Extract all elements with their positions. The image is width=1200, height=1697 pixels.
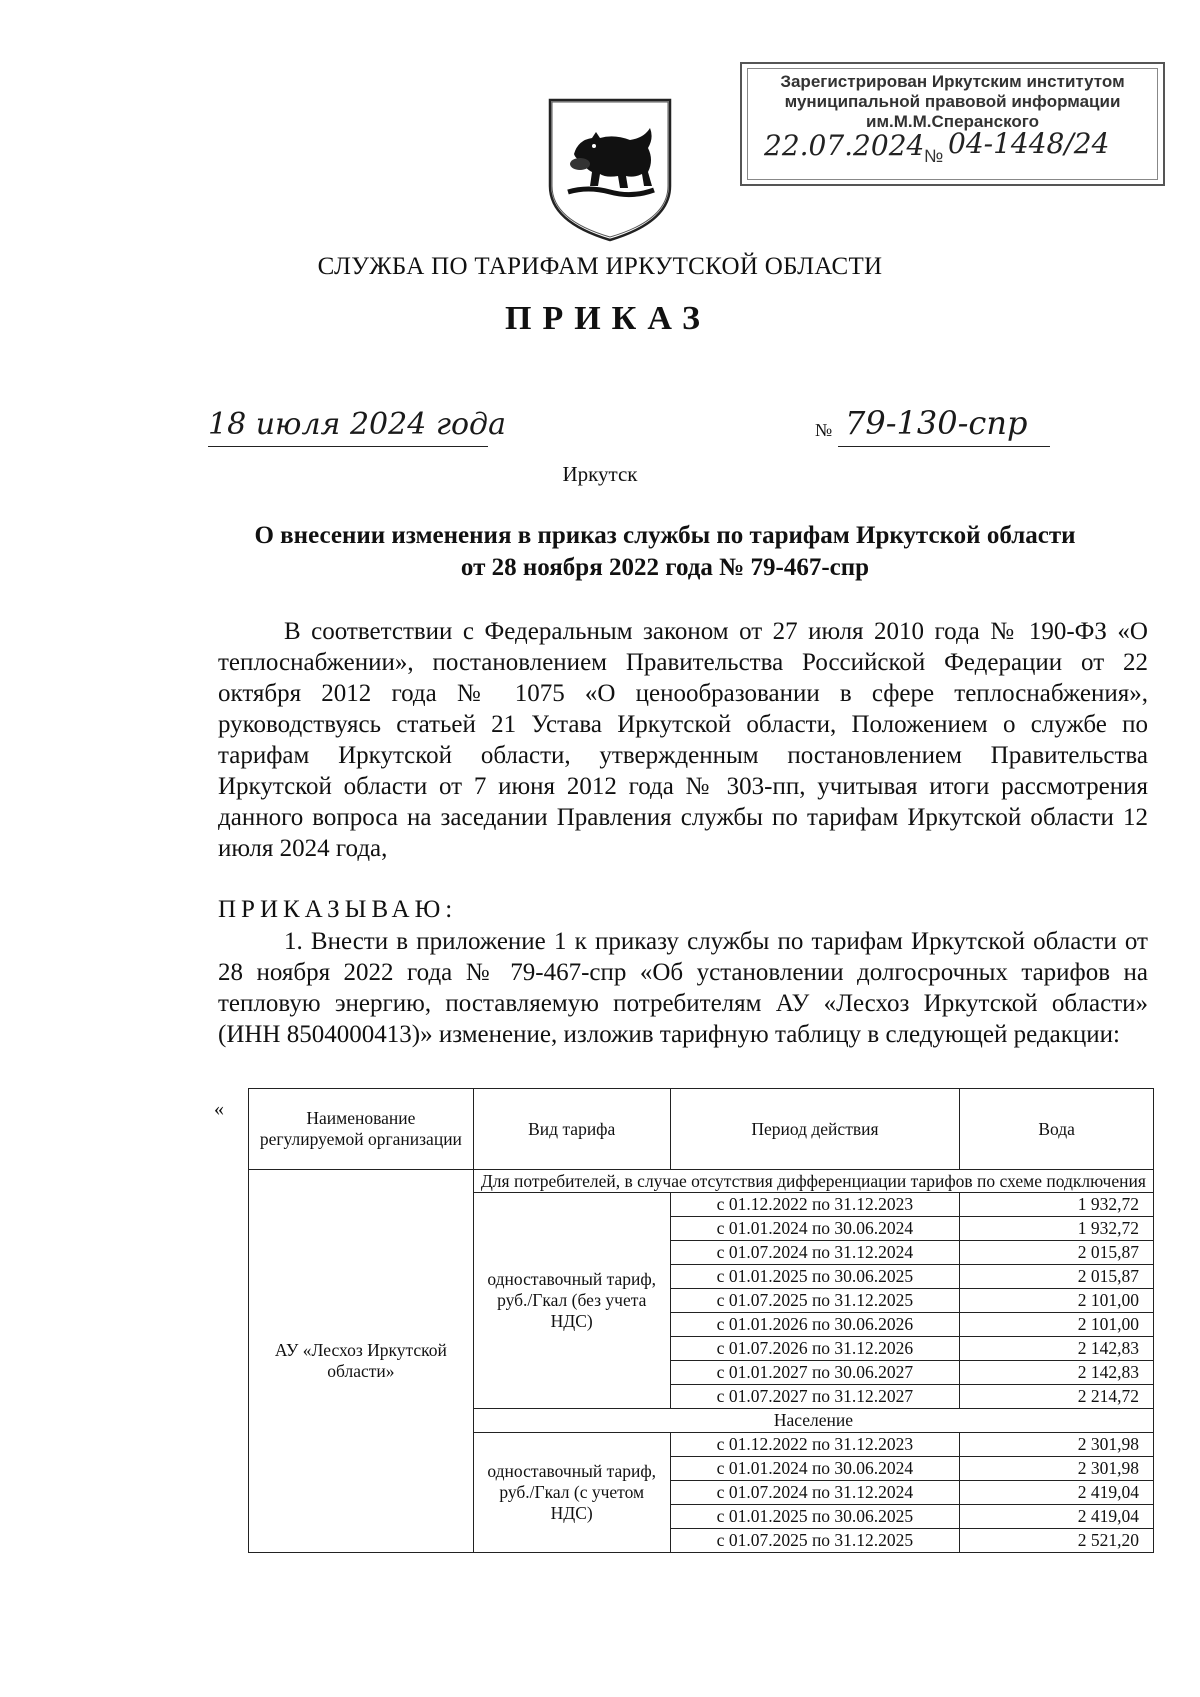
period-cell: с 01.07.2025 по 31.12.2025 — [670, 1289, 960, 1313]
stamp-registration-date: 22.07.2024 — [764, 129, 925, 162]
value-cell: 2 521,20 — [960, 1529, 1154, 1553]
coat-of-arms-emblem — [544, 94, 676, 244]
tariff-type-cell: одноставочный тариф, руб./Гкал (без учета НДС) — [473, 1193, 670, 1409]
title-line-2: от 28 ноября 2022 года № 79-467-спр — [460, 554, 870, 581]
order-number-handwritten: 79-130-спр — [845, 404, 1028, 442]
stamp-line-3: им.М.М.Сперанского — [866, 112, 1039, 131]
section-population: Население — [473, 1409, 1153, 1433]
value-cell: 1 932,72 — [960, 1217, 1154, 1241]
opening-quote-mark: « — [214, 1098, 224, 1120]
header-water: Вода — [960, 1089, 1154, 1170]
tariff-type-cell: одноставочный тариф, руб./Гкал (с учетом НДС) — [473, 1433, 670, 1553]
value-cell: 2 101,00 — [960, 1289, 1154, 1313]
city: Иркутск — [562, 462, 638, 486]
period-cell: с 01.12.2022 по 31.12.2023 — [670, 1193, 960, 1217]
date-underline — [208, 446, 488, 447]
tariff-table — [248, 1088, 1154, 1553]
value-cell: 2 142,83 — [960, 1361, 1154, 1385]
document-type-heading: ПРИКАЗ — [505, 300, 711, 337]
section-general-consumers: Для потребителей, в случае отсутствия дифференциации тарифов по схеме подключения — [473, 1170, 1153, 1193]
order-verb: ПРИКАЗЫВАЮ: — [218, 896, 458, 923]
organization-cell: АУ «Лесхоз Иркутской области» — [249, 1170, 474, 1553]
period-cell: с 01.07.2027 по 31.12.2027 — [670, 1385, 960, 1409]
period-cell: с 01.01.2026 по 30.06.2026 — [670, 1313, 960, 1337]
number-underline — [838, 446, 1050, 447]
period-cell: с 01.07.2024 по 31.12.2024 — [670, 1241, 960, 1265]
value-cell: 2 101,00 — [960, 1313, 1154, 1337]
stamp-registration-number: 04-1448/24 — [948, 127, 1110, 160]
document-title — [200, 520, 1130, 584]
order-number-sign: № — [815, 420, 833, 440]
table-header-row — [249, 1089, 1154, 1170]
value-cell: 2 142,83 — [960, 1337, 1154, 1361]
header-tariff-type: Вид тарифа — [473, 1089, 670, 1170]
period-cell: с 01.07.2026 по 31.12.2026 — [670, 1337, 960, 1361]
registration-stamp — [740, 62, 1165, 186]
period-cell: с 01.01.2024 по 30.06.2024 — [670, 1217, 960, 1241]
stamp-line-1: Зарегистрирован Иркутским институтом — [780, 72, 1125, 91]
agency-name: СЛУЖБА ПО ТАРИФАМ ИРКУТСКОЙ ОБЛАСТИ — [317, 253, 883, 280]
period-cell: с 01.12.2022 по 31.12.2023 — [670, 1433, 960, 1457]
header-period: Период действия — [670, 1089, 960, 1170]
period-cell: с 01.07.2025 по 31.12.2025 — [670, 1529, 960, 1553]
value-cell: 2 301,98 — [960, 1433, 1154, 1457]
value-cell: 2 419,04 — [960, 1481, 1154, 1505]
value-cell: 2 214,72 — [960, 1385, 1154, 1409]
period-cell: с 01.01.2024 по 30.06.2024 — [670, 1457, 960, 1481]
stamp-number-label: № — [924, 146, 944, 166]
title-line-1: О внесении изменения в приказ службы по тарифам Иркутской области — [254, 522, 1076, 549]
header-organization: Наименование регулируемой организации — [249, 1089, 474, 1170]
clause-1-paragraph: 1. Внести в приложение 1 к приказу службы по тарифам Иркутской области от 28 ноября 2022 года № 79-467-спр «Об установлении долгосрочных тарифов на тепловую энергию, поставляемую потребителям АУ «Лесхоз Иркутской области» (ИНН 8504000413)» изменение, изложив тарифную таблицу в следующей редакции: — [218, 928, 1148, 1048]
order-date-handwritten: 18 июля 2024 года — [208, 407, 506, 442]
period-cell: с 01.07.2024 по 31.12.2024 — [670, 1481, 960, 1505]
value-cell: 2 419,04 — [960, 1505, 1154, 1529]
period-cell: с 01.01.2025 по 30.06.2025 — [670, 1265, 960, 1289]
preamble-paragraph: В соответствии с Федеральным законом от 27 июля 2010 года № 190-ФЗ «О теплоснабжении», постановлением Правительства Российской Федерации от 22 октября 2012 года № 1075 «О ценообразовании в сфере теплоснабжения», руководствуясь статьей 21 Устава Иркутской области, Положением о службе по тарифам Иркутской области, утвержденным постановлением Правительства Иркутской области от 7 июня 2012 года № 303-пп, учитывая итоги рассмотрения данного вопроса на заседании Правления службы по тарифам Иркутской области 12 июля 2024 года, — [218, 618, 1148, 862]
value-cell: 1 932,72 — [960, 1193, 1154, 1217]
value-cell: 2 015,87 — [960, 1265, 1154, 1289]
period-cell: с 01.01.2025 по 30.06.2025 — [670, 1505, 960, 1529]
value-cell: 2 301,98 — [960, 1457, 1154, 1481]
value-cell: 2 015,87 — [960, 1241, 1154, 1265]
period-cell: с 01.01.2027 по 30.06.2027 — [670, 1361, 960, 1385]
stamp-line-2: муниципальной правовой информации — [784, 92, 1121, 111]
table-row — [249, 1170, 1154, 1193]
